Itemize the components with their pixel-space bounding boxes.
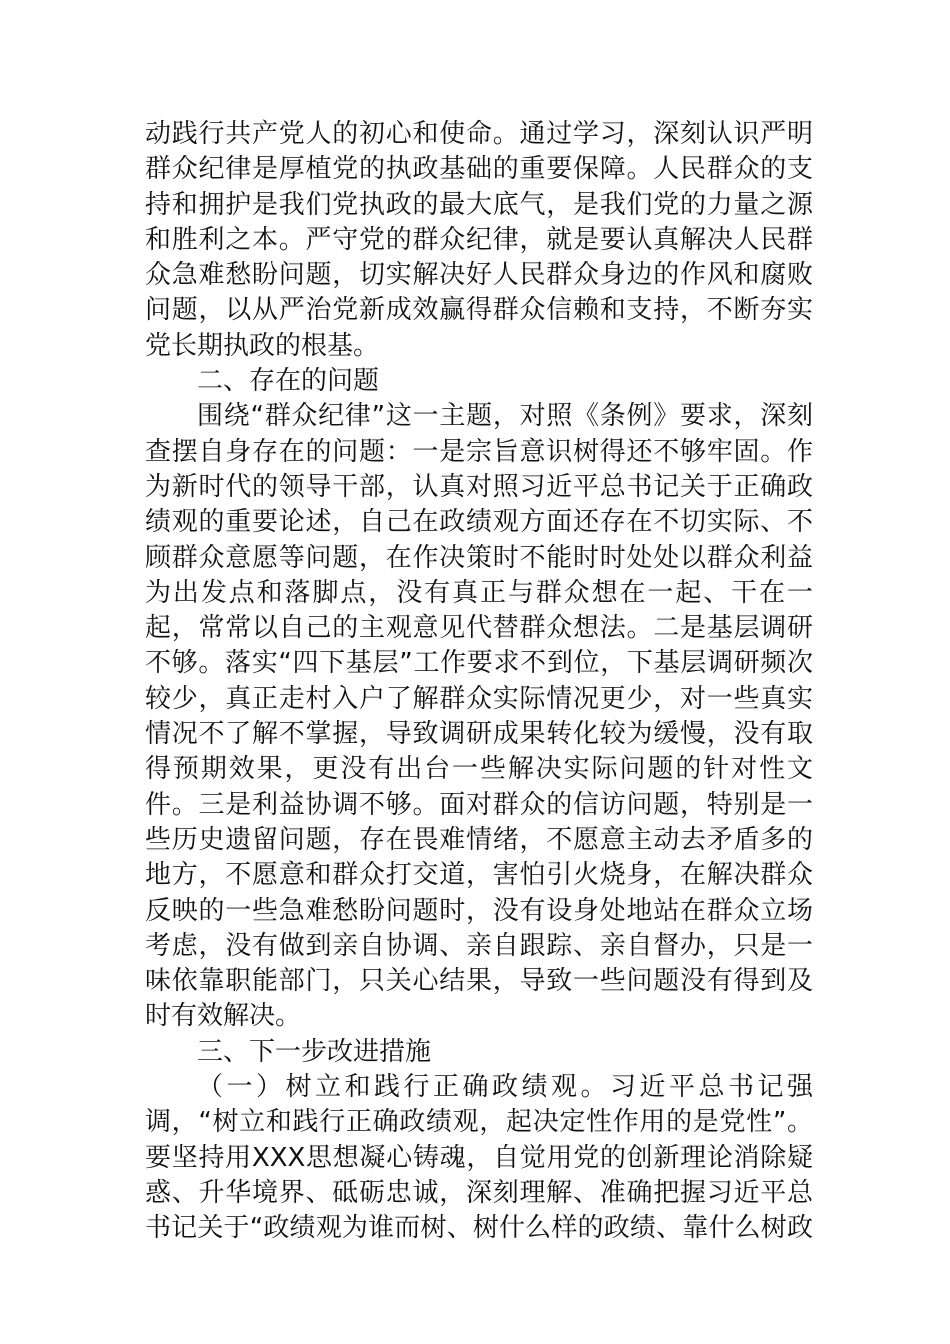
section-heading-problems: 二、存在的问题: [197, 366, 380, 397]
paragraph-problems: 围绕“群众纪律”这一主题，对照《条例》要求，深刻查摆自身存在的问题：一是宗旨意识树得还不够牢固。作为新时代的领导干部，认真对照习近平总书记关于正确政绩观的重要论述，自己在政绩观方面还存在不切实际、不顾群众意愿等问题，在作决策时不能时时处处以群众利益为出发点和落脚点，没有真正与群众想在一起、干在一起，常常以自己的主观意见代替群众想法。二是基层调研不够。落实“四下基层”工作要求不到位，下基层调研频次较少，真正走村入户了解群众实际情况更少，对一些真实情况不了解不掌握，导致调研成果转化较为缓慢，没有取得预期效果，更没有出台一些解决实际问题的针对性文件。三是利益协调不够。面对群众的信访问题，特别是一些历史遗留问题，存在畏难情绪，不愿意主动去矛盾多的地方，不愿意和群众打交道，害怕引火烧身，在解决群众反映的一些急难愁盼问题时，没有设身处地站在群众立场考虑，没有做到亲自协调、亲自跟踪、亲自督办，只是一味依靠职能部门，只关心结果，导致一些问题没有得到及时有效解决。: [145, 401, 813, 1032]
paragraph-measures: （一）树立和践行正确政绩观。习近平总书记强调，“树立和践行正确政绩观，起决定性作用的是党性”。要坚持用XXX思想凝心铸魂，自觉用党的创新理论消除疑惑、升华境界、砥砺忠诚，深刻理解、准确把握习近平总书记关于“政绩观为谁而树、树什么样的政绩、靠什么树政: [145, 1072, 813, 1244]
section-heading-measures: 三、下一步改进措施: [197, 1036, 432, 1067]
document-body: [145, 117, 813, 1247]
paragraph-continuation: 动践行共产党人的初心和使命。通过学习，深刻认识严明群众纪律是厚植党的执政基础的重要保障。人民群众的支持和拥护是我们党执政的最大底气，是我们党的力量之源和胜利之本。严守党的群众纪律，就是要认真解决人民群众急难愁盼问题，切实解决好人民群众身边的作风和腐败问题，以从严治党新成效赢得群众信赖和支持，不断夯实党长期执政的根基。: [145, 119, 813, 361]
